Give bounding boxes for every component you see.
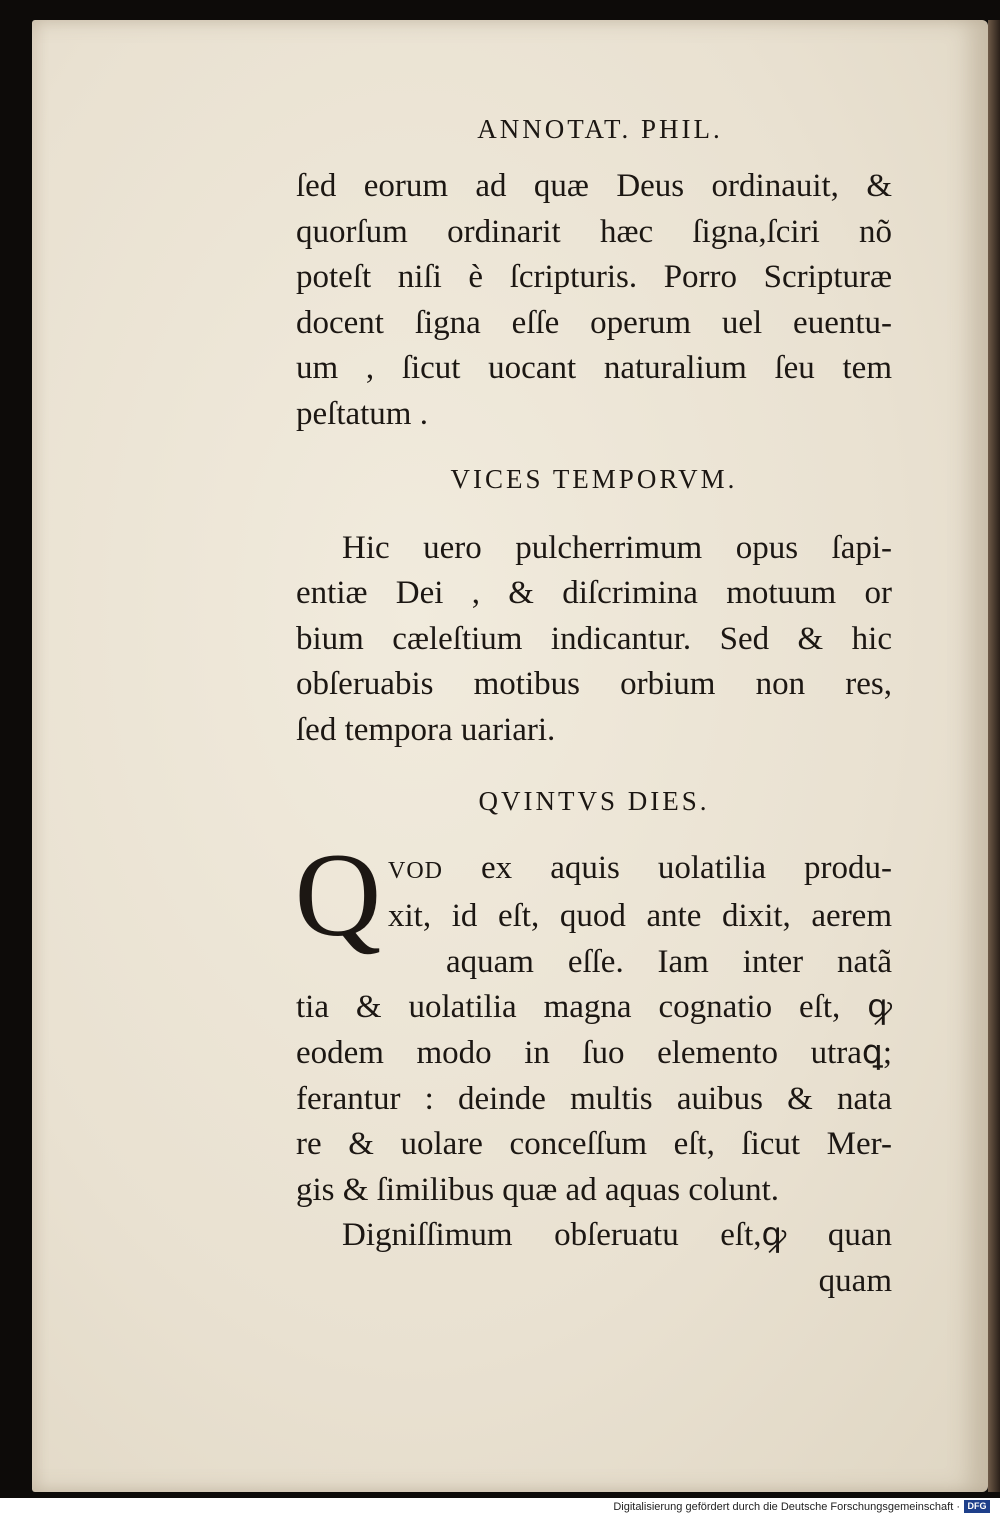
paragraph-2 (296, 526, 892, 754)
section-heading: VICES TEMPORVM. (450, 463, 738, 494)
text-line: um , ſicut uocant naturalium ſeu tem (296, 350, 892, 387)
drop-cap: Q (294, 827, 382, 961)
text-line: tia & uolatilia magna cognatio eſt, ꝙ (296, 989, 892, 1026)
paragraph-4 (296, 1213, 892, 1259)
book-spine (988, 20, 1000, 1492)
text-line: eodem modo in ſuo elemento utraꝗ; (296, 1034, 892, 1071)
text-line: xit, id eſt, quod ante dixit, aerem (388, 898, 892, 935)
text-line: ſed eorum ad quæ Deus ordinauit, & (296, 168, 892, 204)
paragraph-1 (296, 164, 892, 438)
text-line: ferantur : deinde multis auibus & nata (296, 1080, 892, 1117)
text-line: Hic uero pulcherrimum opus ſapi- (342, 529, 892, 566)
paragraph-3 (294, 827, 893, 1214)
text-line: peſtatum . (296, 395, 428, 432)
text-line: Digniſſimum obſeruatu eſt,ꝙ quan (342, 1217, 892, 1254)
text-line: poteſt niſi è ſcripturis. Porro Scripturæ (296, 259, 892, 296)
text-line: obſeruabis motibus orbium non res, (296, 666, 892, 703)
section-heading: QVINTVS DIES. (478, 785, 710, 816)
text-line: bium cæleſtium indicantur. Sed & hic (296, 620, 892, 657)
page-text (296, 112, 892, 1304)
text-line: gis & ſimilibus quæ ad aquas colunt. (296, 1171, 780, 1208)
digitization-footer (0, 1498, 1000, 1516)
dfg-logo: DFG (964, 1500, 990, 1513)
text-line: ſed tempora uariari. (296, 711, 556, 748)
text-line: re & uolare conceſſum eſt, ſicut Mer- (296, 1126, 892, 1163)
text-line: aquam eſſe. Iam inter natã (446, 943, 892, 980)
text-line (296, 846, 892, 895)
text-line: docent ſigna eſſe operum uel euentu- (296, 304, 892, 341)
running-head: ANNOTAT. PHIL. (477, 114, 723, 144)
text-line: quorſum ordinarit hæc ſigna,ſciri nõ (296, 213, 892, 250)
text-span: ex aquis uolatilia produ- (481, 849, 893, 886)
text-line: entiæ Dei , & diſcrimina motuum or (296, 575, 892, 612)
footer-credit: Digitalisierung gefördert durch die Deutsche Forschungsgemeinschaft · (613, 1501, 960, 1513)
first-word-caps: VOD (388, 857, 443, 884)
catchword: quam (818, 1262, 892, 1299)
